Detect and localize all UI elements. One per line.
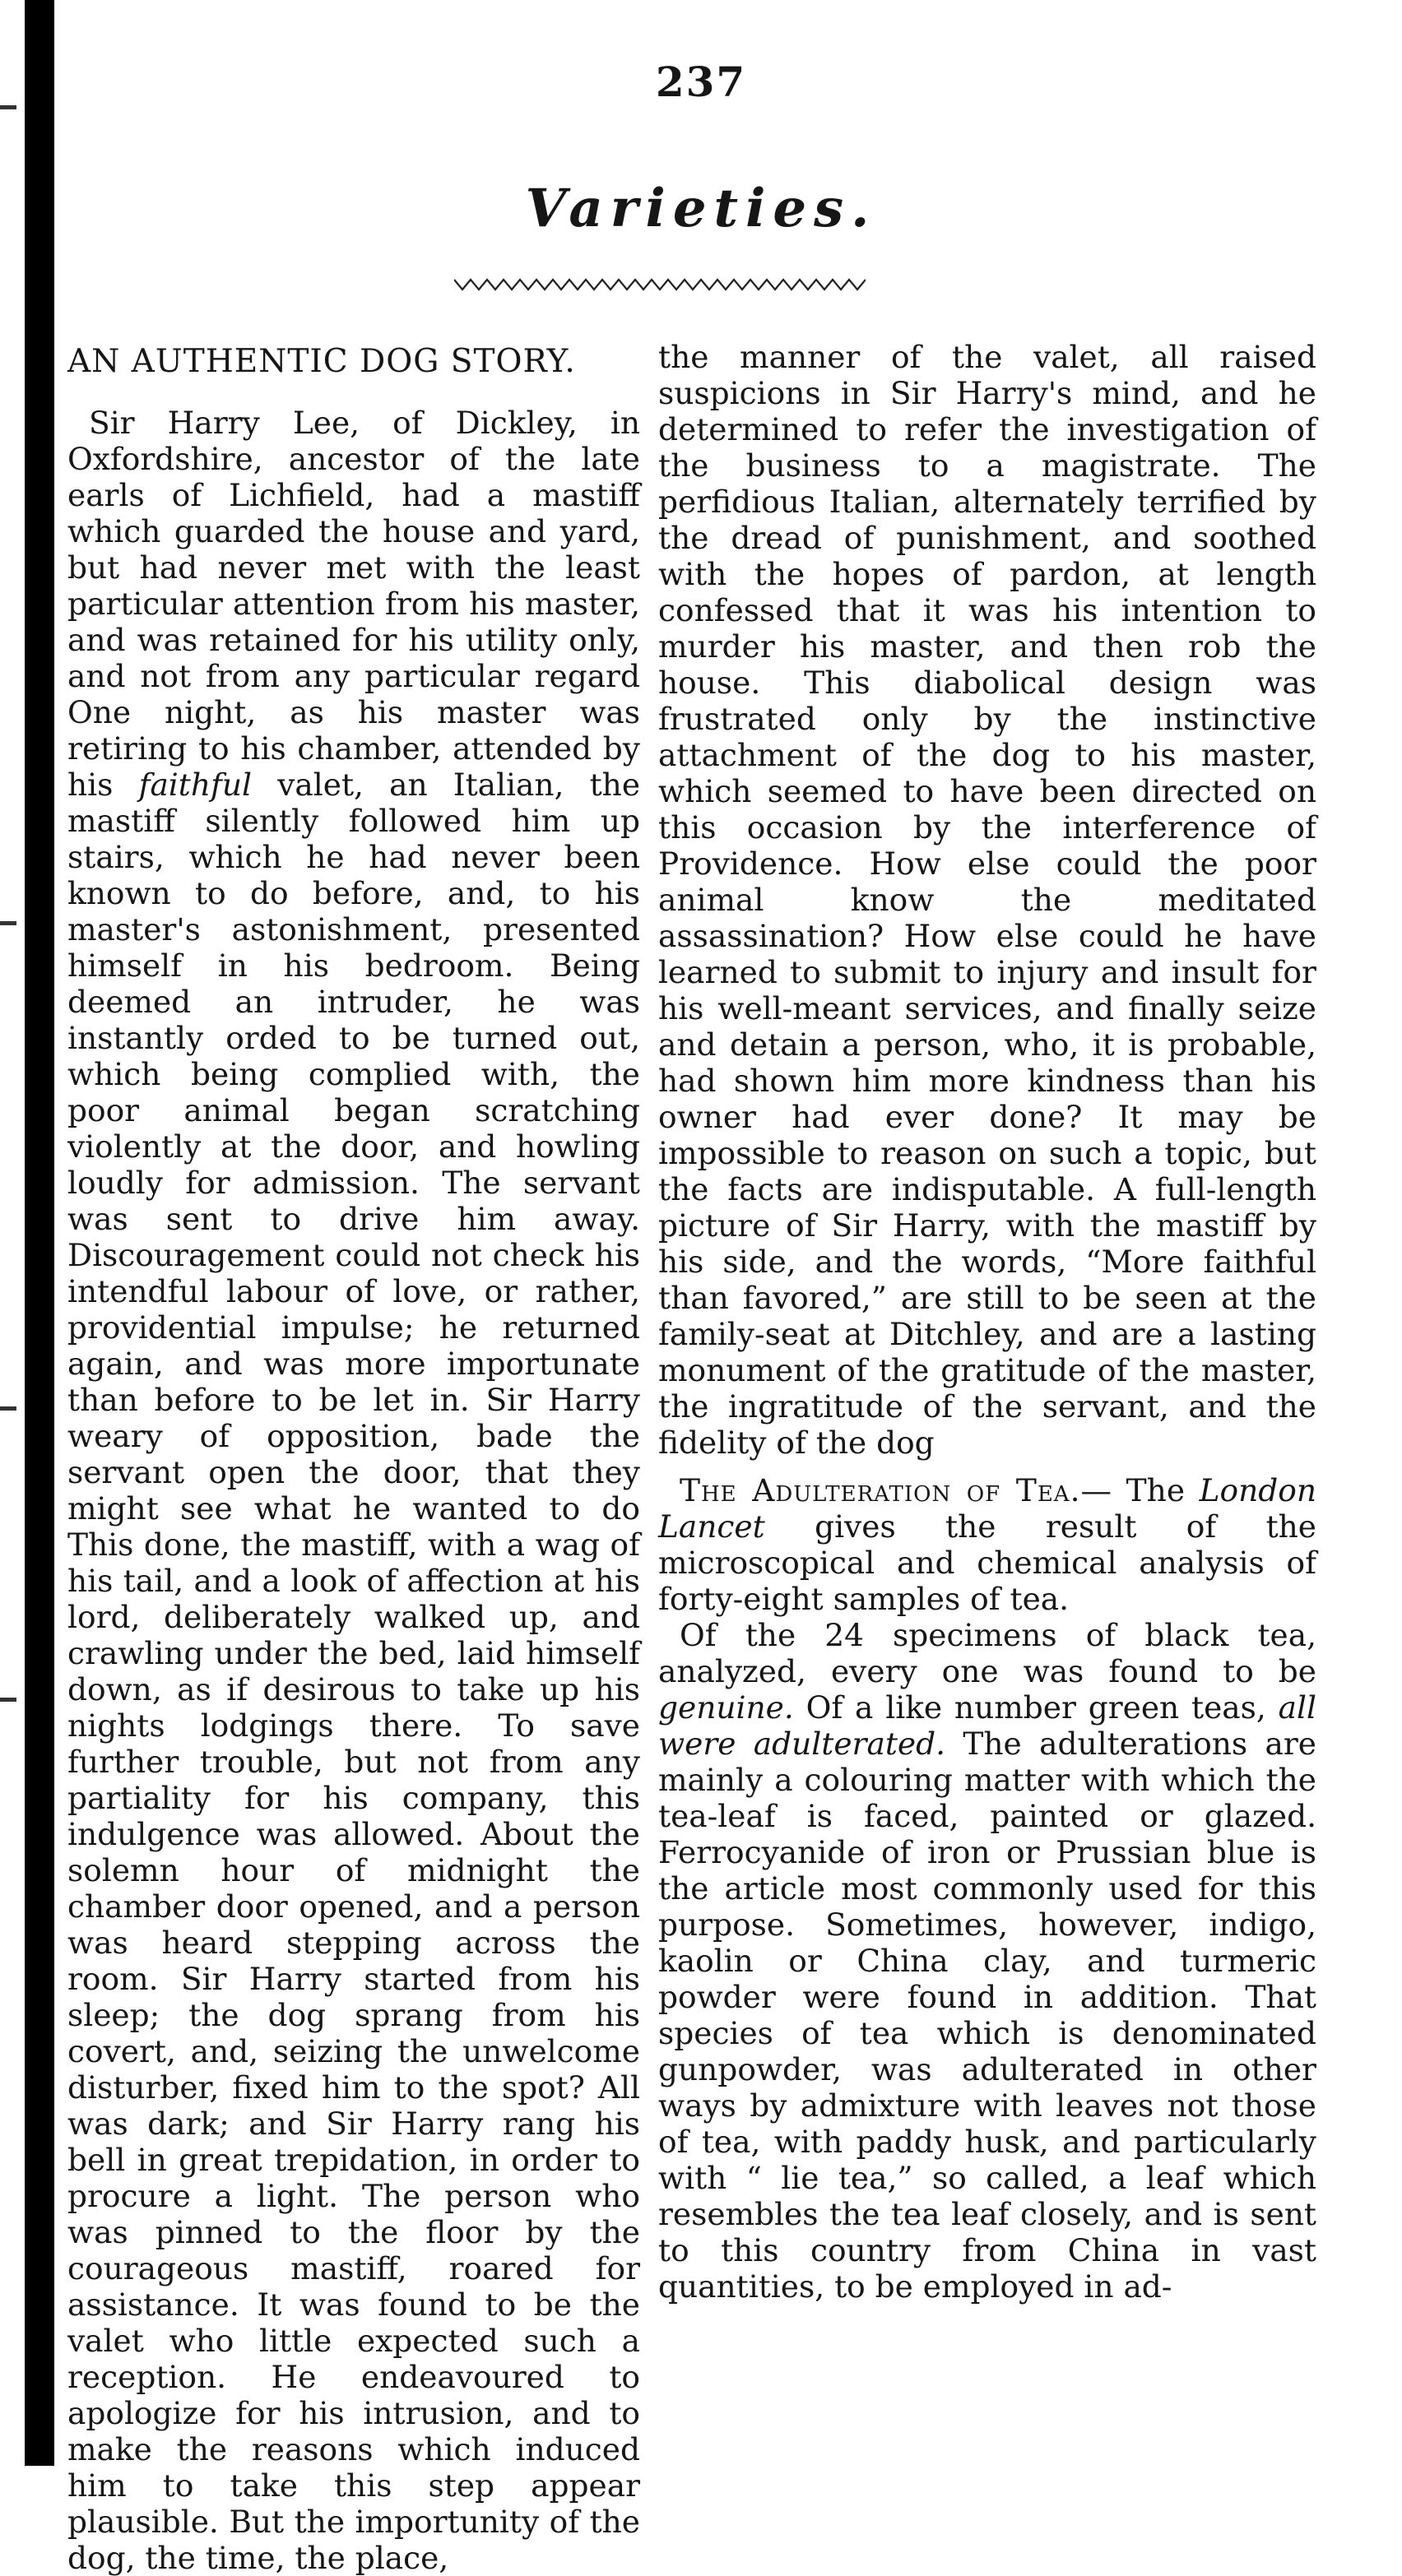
story-text: Sir Harry Lee, of Dickley, in Oxfordshire, ancestor of the late earls of Lichfield, had a mastiff which guarded the house and yard, but had never met with the least particular attention from his master, and was retained for his utility only, and not from any particular regard One night, as his master was retiring to his chamber, attended by his [67, 405, 640, 803]
tea-intro-text-continued: gives the result of the microscopical and chemical analysis of forty-eight samples of tea. [658, 1508, 1316, 1617]
binding-mark [0, 1698, 16, 1702]
binding-mark [0, 921, 16, 925]
tea-article-heading: The Adulteration of Tea. [680, 1472, 1081, 1508]
tea-article-intro [658, 1472, 1316, 1617]
title-ornament [454, 276, 866, 293]
page-number: 237 [655, 58, 747, 106]
story-continuation: the manner of the valet, all raised suspicions in Sir Harry's mind, and he determined to refer the investigation of the business to a magistrate. The perfidious Italian, alternately terrified by the dread of punishment, and soothed with the hopes of pardon, at length confessed that it was his intention to murder his master, and then rob the house. This diabolical design was frustrated only by the instinctive attachment of the dog to his master, which seemed to have been directed on this occasion by the interference of Providence. How else could the poor animal know the meditated assassination? How else could he have learned to submit to injury and insult for his well-meant services, and finally seize and detain a person, who, it is probable, had shown him more kindness than his owner had ever done? It may be impossible to reason on such a topic, but the facts are indisputable. A full-length picture of Sir Harry, with the mastiff by his side, and the words, “More faithful than favored,” are still to be seen at the family-seat at Ditchley, and are a lasting monument of the gratitude of the master, the ingratitude of the servant, and the fidelity of the dog [658, 339, 1316, 1461]
section-title: Varieties. [525, 178, 877, 239]
binding-shadow [25, 0, 54, 2466]
right-column [658, 339, 1316, 2305]
tea-body-text: Of the 24 specimens of black tea, analyzed, every one was found to be [658, 1617, 1316, 1689]
binding-mark [0, 1406, 16, 1411]
genuine-text: genuine. [658, 1689, 794, 1726]
tea-article-body [658, 1617, 1316, 2305]
tea-intro-text: The [1126, 1472, 1186, 1508]
tea-body-text-2: Of a like number green teas, [805, 1689, 1266, 1726]
em-dash: — [1080, 1472, 1112, 1508]
story-text-continued: valet, an Italian, the mastiff silently followed him up stairs, which he had never been known to do before, and, to his master's astonishment, presented himself in his bedroom. Being deemed an intruder, he was instantly orded to be turned out, which being complied with, the poor animal began scratching violently at the door, and howling loudly for admission. The servant was sent to drive him away. Discouragement could not check his intendful labour of love, or rather, providential impulse; he returned again, and was more importunate than before to be let in. Sir Harry weary of opposition, bade the servant open the door, that they might see what he wanted to do This done, the mastiff, with a wag of his tail, and a look of affection at his lord, deliberately walked up, and crawling under the bed, laid himself down, as if desirous to take up his nights lodgings there. To save further trouble, but not from any partiality for his company, this indulgence was allowed. About the solemn hour of midnight the chamber door opened, and a person was heard stepping across the room. Sir Harry started from his sleep; the dog sprang from his covert, and, seizing the unwelcome disturber, fixed him to the spot? All was dark; and Sir Harry rang his bell in great trepidation, in order to procure a light. The person who was pinned to the floor by the courageous mastiff, roared for assistance. It was found to be the valet who little expected such a reception. He endeavoured to apologize for his intrusion, and to make the reasons which induced him to take this step appear plausible. But the importunity of the dog, the time, the place, [67, 767, 641, 2576]
emphasis-text: faithful [138, 767, 253, 803]
left-column [67, 339, 640, 2576]
tea-body-text-3: The adulterations are mainly a colouring matter with which the tea-leaf is faced, painted or glazed. Ferrocyanide of iron or Prussian blue is the article most commonly used for this purpose. Sometimes, however, indigo, kaolin or China clay, and turmeric powder were found in addition. That species of tea which is denominated gunpowder, was adulterated in other ways by admixture with leaves not those of tea, with paddy husk, and particularly with “ lie tea,” so called, a leaf which resembles the tea leaf closely, and is sent to this country from China in vast quantities, to be employed in ad- [658, 1726, 1317, 2305]
source-name: London Lancet [658, 1472, 1317, 1545]
adulterated-text: all were adulterated. [658, 1689, 1316, 1762]
page-binding-edge [0, 0, 72, 2466]
story-heading: AN AUTHENTIC DOG STORY. [67, 343, 576, 380]
story-paragraph [67, 405, 640, 2576]
